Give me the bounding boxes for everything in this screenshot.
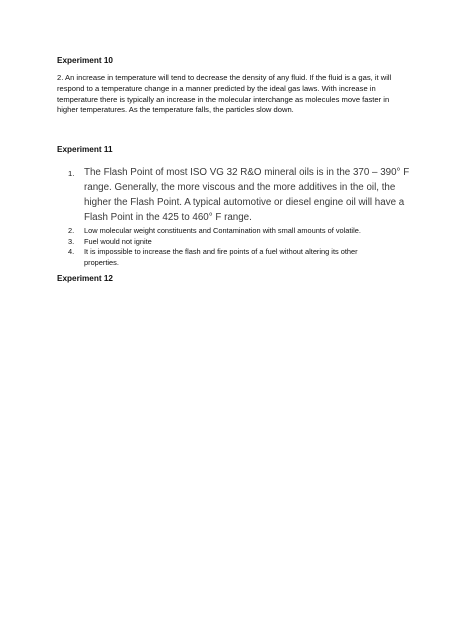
list-item-line: It is impossible to increase the flash and fire points of a fuel without altering its other xyxy=(84,247,358,257)
list-item-line: range. Generally, the more viscous and the more additives in the oil, the xyxy=(84,182,396,193)
experiment-12-heading: Experiment 12 xyxy=(57,274,113,283)
paragraph-line: 2. An increase in temperature will tend to decrease the density of any fluid. If the fluid is a gas, it will xyxy=(57,73,392,82)
list-item xyxy=(57,237,427,248)
list-item xyxy=(57,226,427,237)
list-item-line: properties. xyxy=(84,257,119,267)
experiment-10-paragraph xyxy=(57,73,427,116)
list-item xyxy=(57,165,427,225)
experiment-10-heading: Experiment 10 xyxy=(57,56,113,65)
list-item-number: 1. xyxy=(68,169,75,178)
list-item-line: higher the Flash Point. A typical automotive or diesel engine oil will have a xyxy=(84,197,405,208)
list-item-number: 4. xyxy=(68,247,75,257)
list-item-number: 2. xyxy=(68,226,75,235)
list-item-line: Fuel would not ignite xyxy=(84,236,152,246)
list-item-number: 3. xyxy=(68,236,75,246)
paragraph-line: temperature there is typically an increase in the molecular interchange as molecules move faster in xyxy=(57,94,390,104)
list-item xyxy=(57,247,427,268)
list-item-line: The Flash Point of most ISO VG 32 R&O mineral oils is in the 370 – 390° F xyxy=(84,167,410,178)
paragraph-line: respond to a temperature change in a manner predicted by the ideal gas laws. With increase in xyxy=(57,83,376,93)
experiment-11-answer-list xyxy=(57,165,427,268)
experiment-11-heading: Experiment 11 xyxy=(57,145,113,154)
list-item-line: Flash Point in the 425 to 460° F range. xyxy=(84,212,252,223)
list-item-line: Low molecular weight constituents and Contamination with small amounts of volatile. xyxy=(84,226,361,235)
paragraph-line: higher temperatures. As the temperature falls, the particles slow down. xyxy=(57,105,294,115)
